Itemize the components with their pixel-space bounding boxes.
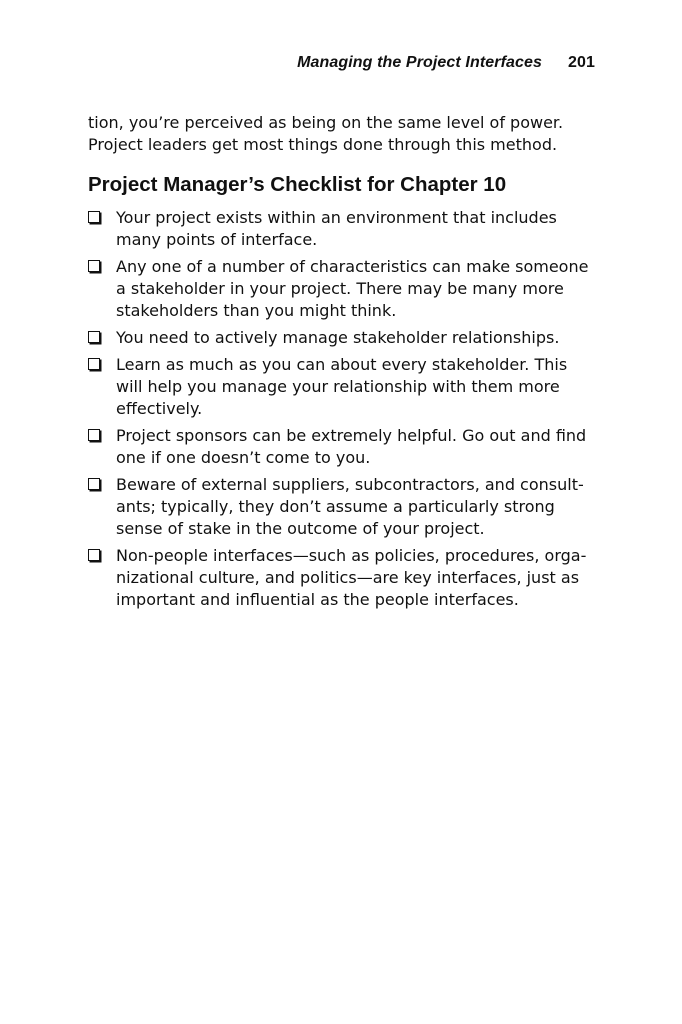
checklist-line: Learn as much as you can about every stakeholder. This bbox=[116, 355, 568, 374]
checklist-line: Non-people interfaces—such as policies, procedures, orga- bbox=[116, 546, 587, 565]
checklist-item bbox=[88, 256, 608, 322]
intro-line: Project leaders get most things done through this method. bbox=[88, 135, 558, 154]
checklist-line: You need to actively manage stakeholder relationships. bbox=[116, 328, 560, 347]
section-heading: Project Manager’s Checklist for Chapter 10 bbox=[88, 173, 507, 196]
checklist-item bbox=[88, 545, 608, 611]
checkbox-icon bbox=[88, 331, 100, 343]
checkbox-icon bbox=[88, 429, 100, 441]
checklist-item bbox=[88, 425, 608, 469]
checklist-line: sense of stake in the outcome of your project. bbox=[116, 519, 485, 538]
checklist-line: Your project exists within an environment that includes bbox=[116, 208, 557, 227]
intro-paragraph bbox=[88, 112, 598, 156]
checklist-item bbox=[88, 354, 608, 420]
checklist-line: one if one doesn’t come to you. bbox=[116, 448, 371, 467]
page-number: 201 bbox=[568, 54, 595, 71]
intro-line: tion, you’re perceived as being on the same level of power. bbox=[88, 113, 564, 132]
checkbox-icon bbox=[88, 478, 100, 490]
checklist-line: effectively. bbox=[116, 399, 203, 418]
checklist-line: ants; typically, they don’t assume a particularly strong bbox=[116, 497, 555, 516]
checklist-line: will help you manage your relationship with them more bbox=[116, 377, 560, 396]
running-title: Managing the Project Interfaces bbox=[297, 54, 542, 71]
checklist-line: a stakeholder in your project. There may be many more bbox=[116, 279, 564, 298]
checklist-line: important and influential as the people interfaces. bbox=[116, 590, 519, 609]
checklist-line: nizational culture, and politics—are key interfaces, just as bbox=[116, 568, 580, 587]
checklist bbox=[88, 207, 608, 616]
checklist-line: stakeholders than you might think. bbox=[116, 301, 397, 320]
checklist-line: Any one of a number of characteristics can make someone bbox=[116, 257, 589, 276]
running-head bbox=[297, 54, 595, 72]
checklist-item bbox=[88, 327, 608, 349]
checkbox-icon bbox=[88, 211, 100, 223]
checklist-line: Beware of external suppliers, subcontractors, and consult- bbox=[116, 475, 584, 494]
checklist-item bbox=[88, 207, 608, 251]
checkbox-icon bbox=[88, 549, 100, 561]
checklist-line: Project sponsors can be extremely helpful. Go out and find bbox=[116, 426, 587, 445]
checkbox-icon bbox=[88, 358, 100, 370]
checklist-line: many points of interface. bbox=[116, 230, 318, 249]
checklist-item bbox=[88, 474, 608, 540]
checkbox-icon bbox=[88, 260, 100, 272]
